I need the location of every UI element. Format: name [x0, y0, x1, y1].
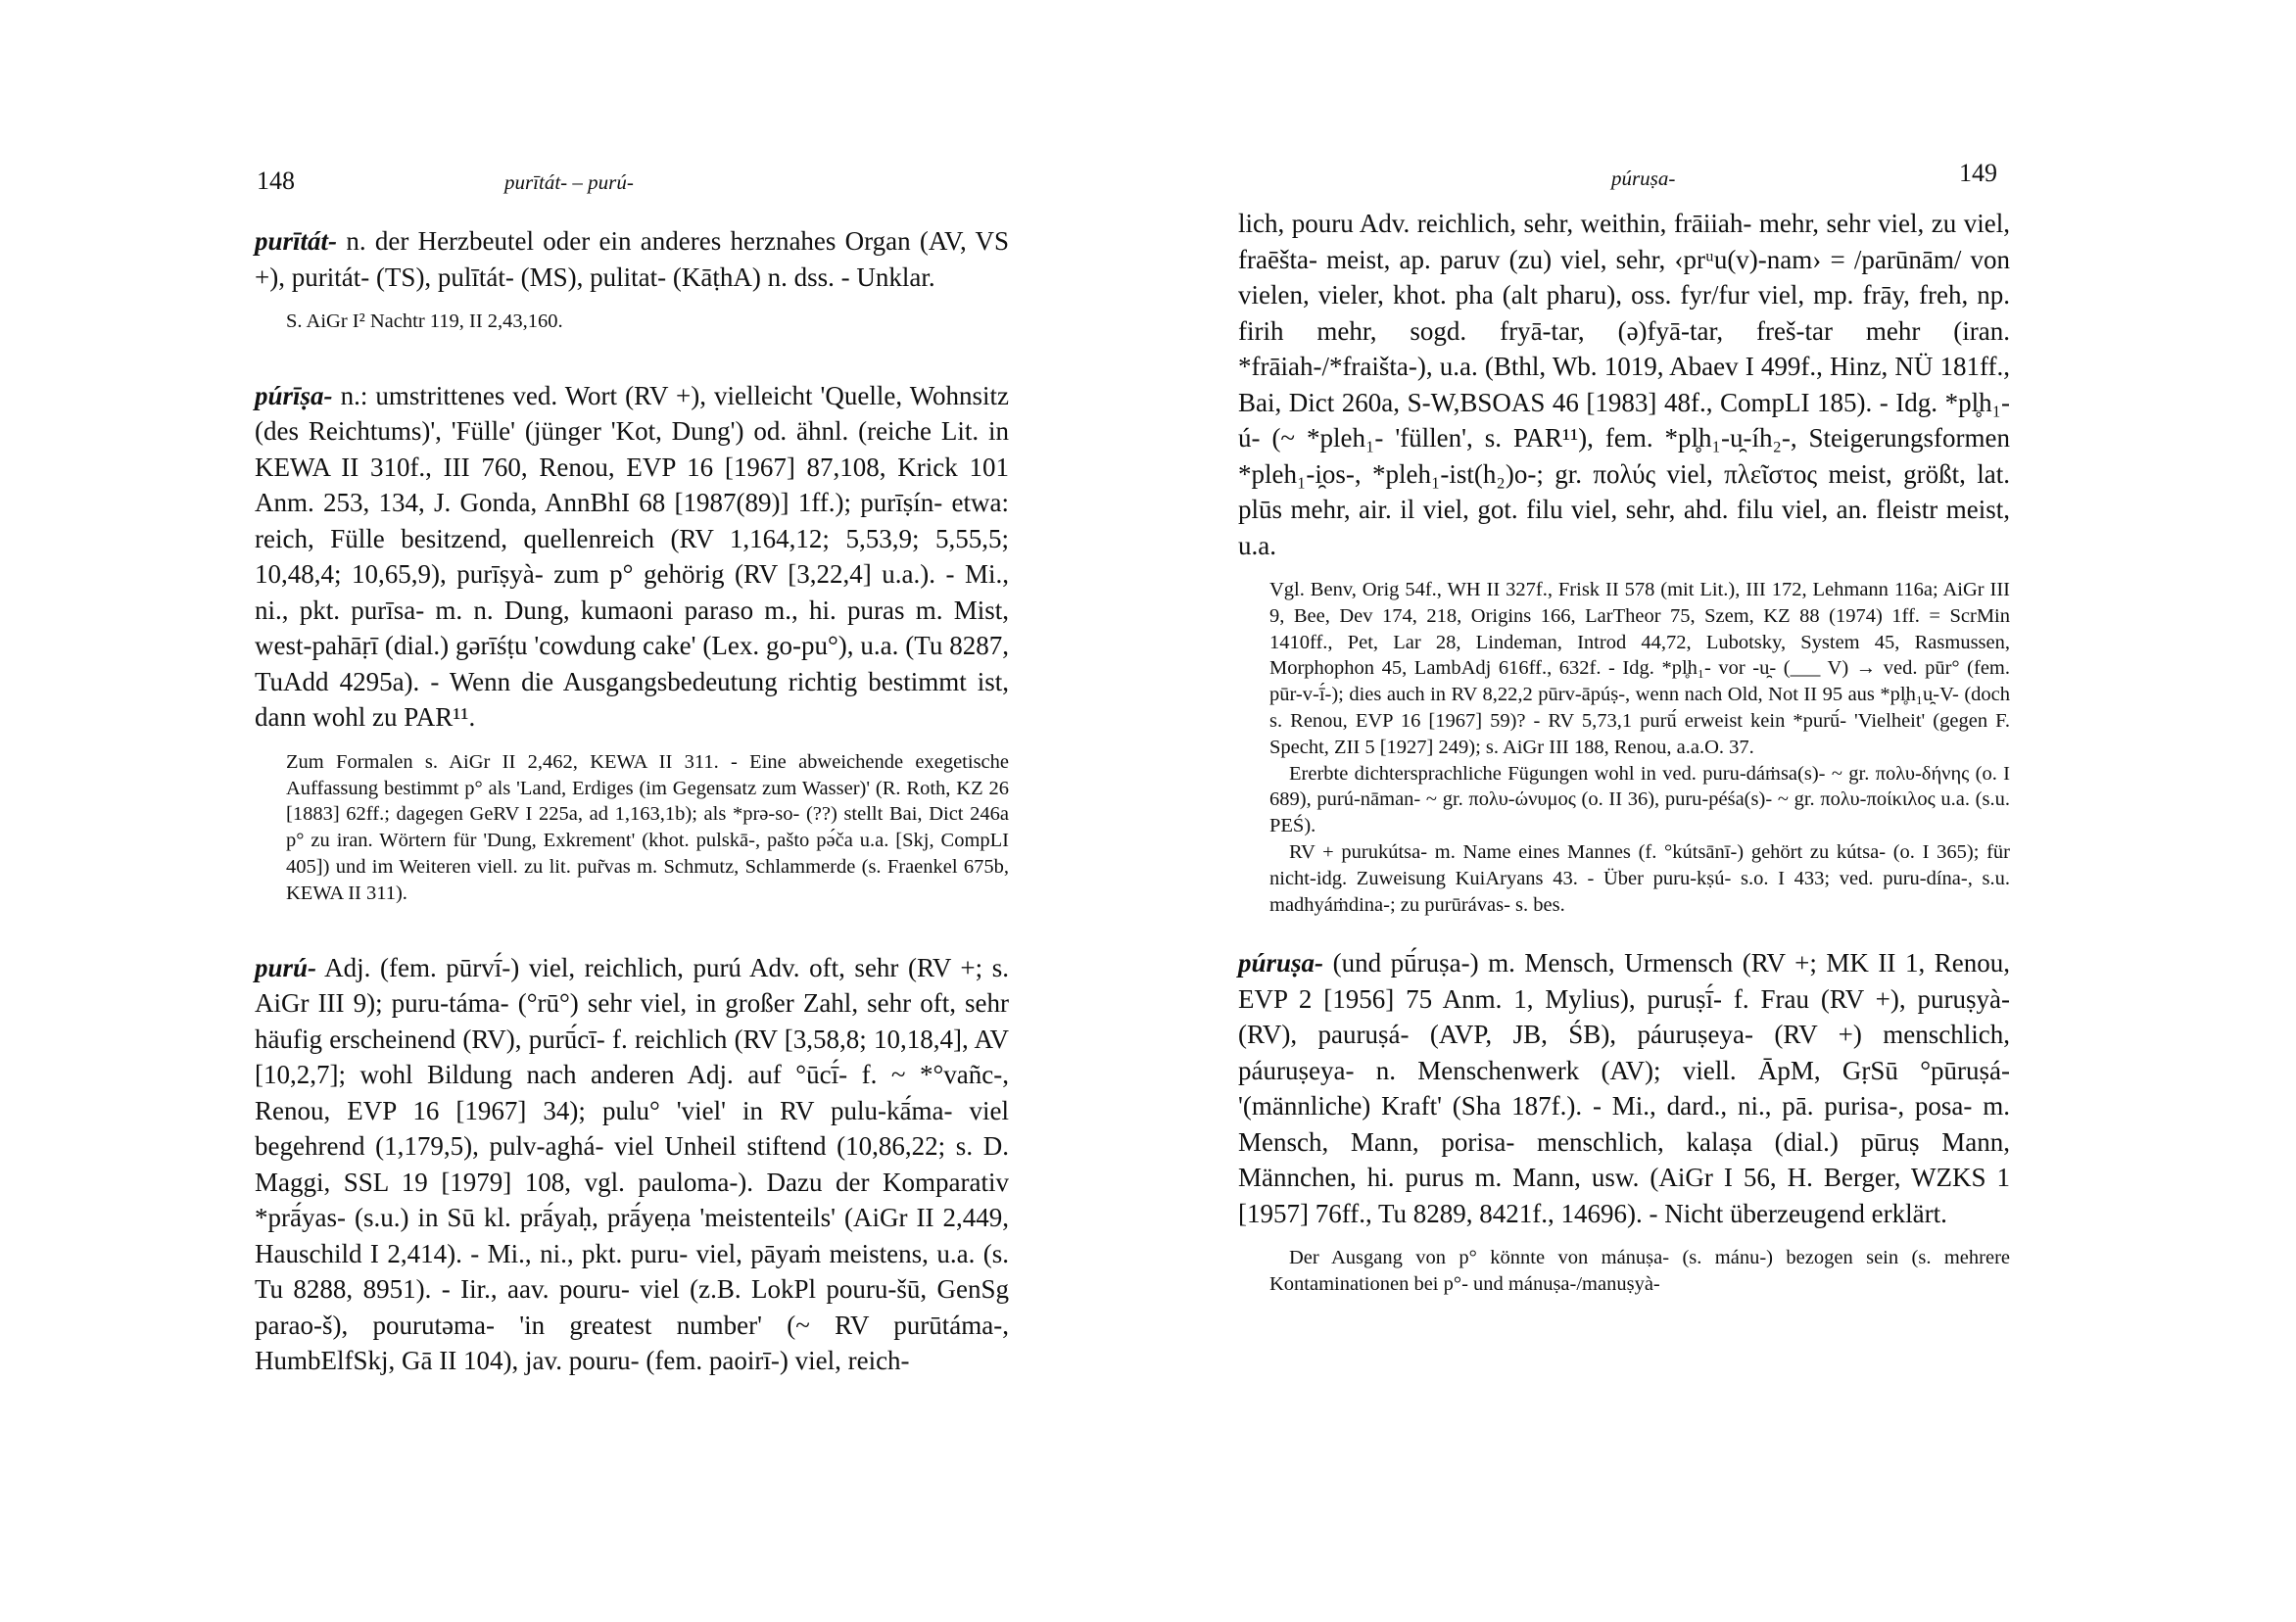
right-column: [1238, 206, 2010, 1298]
headword: púrīṣa-: [255, 380, 333, 410]
headword: purītát-: [255, 226, 338, 256]
entry-note: Zum Formalen s. AiGr II 2,462, KEWA II 311. - Eine abweichende exegetische Auffassung bestimmt p° als 'Land, Erdiges (im Gegensatz zum Wasser)' (R. Roth, KZ 26 [1883] 62ff.; dagegen GeRV I 225a, ad 1,163,1b); als *prə-so- (??) stellt Bai, Dict 246a p° zu iran. Wörtern für 'Dung, Exkrement' (khot. pulskā-, pašto pə́ča u.a. [Skj, CompLI 405]) und im Weiteren viell. zu lit. pur̃vas m. Schmutz, Schlammerde (s. Fraenkel 675b, KEWA II 311).: [286, 750, 1009, 904]
entry-continuation: lich, pouru Adv. reichlich, sehr, weithin, frāiiah- mehr, sehr viel, zu viel, fraēšta- meist, ap. paruv (zu) viel, sehr, ‹prᵘu(v)-nam› = /parūnām/ von vielen, vieler, khot. pha (alt pharu), oss. fyr/fur viel, mp. frāy, freh, np. firih mehr, sogd. fryā-tar, (ə)fyā-tar, freš-tar mehr (iran. *frāiah-/*fraišta-), u.a. (Bthl, Wb. 1019, Abaev I 499f., Hinz, NÜ 181ff., Bai, Dict 260a, S-W,BSOAS 46 [1983] 48f., CompLI 185). - Idg. *pl̥h₁-ú- (~ *pleh₁- 'füllen', s. PAR¹¹), fem. *pl̥h₁-u̯-íh₂-, Steigerungsformen *pleh₁-i̯os-, *pleh₁-ist(h₂)o-; gr. πολύς viel, πλεῖστος meist, größt, lat. plūs mehr, air. il viel, got. filu viel, sehr, ahd. filu viel, an. fleistr meist, u.a.: [1238, 209, 2010, 560]
headword: purú-: [255, 952, 317, 982]
entry-note: Vgl. Benv, Orig 54f., WH II 327f., Frisk II 578 (mit Lit.), III 172, Lehmann 116a; AiGr III 9, Bee, Dev 174, 218, Origins 166, LarTheor 75, Szem, KZ 88 (1974) 1ff. = ScrMin 1410ff., Pet, Lar 28, Lindeman, Introd 44,72, Lubotsky, System 45, Rasmussen, Morphophon 45, LambAdj 616ff., 632f. - Idg. *pl̥h₁- vor -u̯- (___ V) → ved. pūr° (fem. pūr-v-ī́-); dies auch in RV 8,22,2 pūrv-āpúṣ-, wenn nach Old, Not II 95 aus *pl̥h₁u̯-V- (doch s. Renou, EVP 16 [1967] 59)? - RV 5,73,1 purū́ erweist kein *purū́- 'Vielheit' (gegen F. Specht, ZII 5 [1927] 249); s. AiGr III 188, Renou, a.a.O. 37.: [1269, 579, 2010, 758]
running-header-right: púruṣa-: [1611, 167, 1676, 190]
right-page: [1148, 0, 2296, 1622]
entry-note: Der Ausgang von p° könnte von mánuṣa- (s. mánu-) bezogen sein (s. mehrere Kontaminationen bei p°- und mánuṣa-/manuṣyà-: [1269, 1247, 2010, 1296]
entry-note: Ererbte dichtersprachliche Fügungen wohl in ved. puru-dáṁsa(s)- ~ gr. πολυ-δήνης (o. I 689), purú-nāman- ~ gr. πολυ-ώνυμος (o. II 36), puru-péśa(s)- ~ gr. πολυ-ποίκιλος u.a. (s.u. PEŚ).: [1269, 762, 2010, 837]
entry-note: RV + purukútsa- m. Name eines Mannes (f. °kútsānī-) gehört zu kútsa- (o. I 365); für nicht-idg. Zuweisung KuiAryans 43. - Über puru-kṣú- s.o. I 433; ved. puru-dína-, s.u. madhyáṁdina-; zu purūrávas- s. bes.: [1269, 840, 2010, 916]
entry-purusa: [1238, 945, 2010, 1231]
left-column: [255, 223, 1009, 1379]
entry-puru: [255, 950, 1009, 1379]
entry-text: Adj. (fem. pūrvī́-) viel, reichlich, purú Adv. oft, sehr (RV +; s. AiGr III 9); puru-táma- (°rū°) sehr viel, in großer Zahl, sehr oft, sehr häufig erscheinend (RV), purū́cī- f. reichlich (RV [3,58,8; 10,18,4], AV [10,2,7]; wohl Bildung nach anderen Adj. auf °ūcī́- f. ~ *°vañc-, Renou, EVP 16 [1967] 34); pulu° 'viel' in RV pulu-kā́ma- viel begehrend (1,179,5), pulv-aghá- viel Unheil stiftend (10,86,22; s. D. Maggi, SSL 19 [1979] 108, vgl. pauloma-). Dazu der Komparativ *prā́yas- (s.u.) in Sū kl. prā́yaḥ, prā́yeṇa 'meistenteils' (AiGr II 2,449, Hauschild I 2,414). - Mi., ni., pkt. puru- viel, pāyaṁ meistens, u.a. (s. Tu 8288, 8951). - Iir., aav. pouru- viel (z.B. LokPl pouru-šū, GenSg parao-š), pourutəma- 'in greatest number' (~ RV purūtáma-, HumbElfSkj, Gā II 104), jav. pouru- (fem. paoirī-) viel, reich-: [255, 952, 1010, 1376]
entry-puritat: [255, 223, 1009, 295]
entry-text: n. der Herzbeutel oder ein anderes herznahes Organ (AV, VS +), puritát- (TS), pulītát- (MS), pulitat- (KāṭhA) n. dss. - Unklar.: [255, 226, 1010, 292]
entry-text: n.: umstrittenes ved. Wort (RV +), vielleicht 'Quelle, Wohnsitz (des Reichtums)', 'Fülle' (jünger 'Kot, Dung') od. ähnl. (reiche Lit. in KEWA II 310f., III 760, Renou, EVP 16 [1967] 87,108, Krick 101 Anm. 253, 134, J. Gonda, AnnBhI 68 [1987(89)] 1ff.); purīṣín- etwa: reich, Fülle besitzend, quellenreich (RV 1,164,12; 5,53,9; 5,55,5; 10,48,4; 10,65,9), purīṣyà- zum p° gehörig (RV [3,22,4] u.a.). - Mi., ni., pkt. purīsa- m. n. Dung, kumaoni paraso m., hi. puras m. Mist, west-pahāṛī (dial.) gərīśṭu 'cowdung cake' (Lex. go-pu°), u.a. (Tu 8287, TuAdd 4295a). - Wenn die Ausgangsbedeutung richtig bestimmt ist, dann wohl zu PAR¹¹.: [255, 380, 1010, 733]
entry-note: S. AiGr I² Nachtr 119, II 2,43,160.: [286, 310, 563, 332]
running-header-left: purītát- – purú-: [504, 170, 634, 194]
page-number-left: 148: [257, 167, 295, 195]
entry-text: (und pū́ruṣa-) m. Mensch, Urmensch (RV +; MK II 1, Renou, EVP 2 [1956] 75 Anm. 1, Mylius), puruṣī́- f. Frau (RV +), puruṣyà- (RV), pauruṣá- (AVP, JB, ŚB), páuruṣeya- (RV +) menschlich, páuruṣeya- n. Menschenwerk (AV); viell. ĀpM, GṛSū °pūruṣá- '(männliche) Kraft' (Sha 187f.). - Mi., dard., ni., pā. purisa-, posa- m. Mensch, Mann, porisa- menschlich, kalaṣa (dial.) pūruṣ Mann, Männchen, hi. purus m. Mann, usw. (AiGr I 56, H. Berger, WZKS 1 [1957] 76ff., Tu 8289, 8421f., 14696). - Nicht überzeugend erklärt.: [1238, 948, 2010, 1228]
headword: púruṣa-: [1238, 948, 1324, 978]
entry-purisa: [255, 378, 1009, 736]
page-number-right: 149: [1959, 159, 1997, 187]
